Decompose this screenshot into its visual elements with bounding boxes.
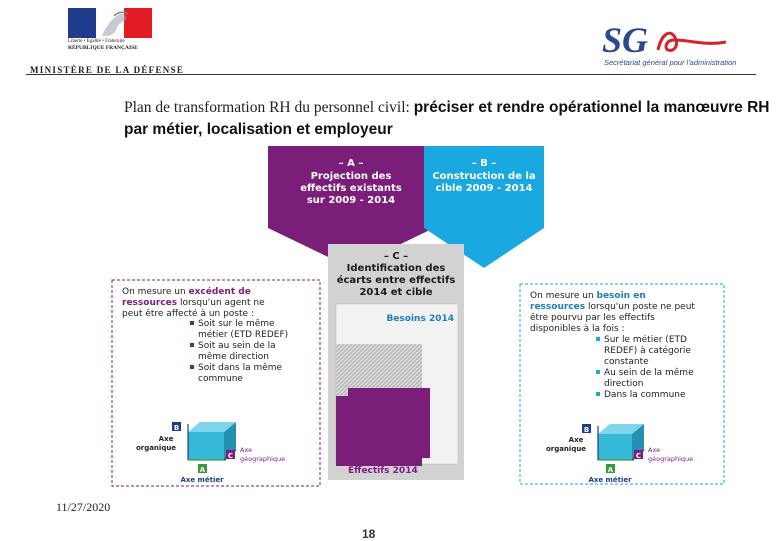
sga-subtitle: Secrétariat général pour l'administration — [604, 58, 737, 67]
left-axe-organique-1: Axe — [158, 435, 174, 443]
ministry-name: MINISTÈRE DE LA DÉFENSE — [30, 65, 185, 75]
besoins-label: Besoins 2014 — [386, 314, 454, 324]
left-bullet-2-b: même direction — [198, 352, 269, 362]
footer-date: 11/27/2020 — [56, 500, 111, 514]
right-axis-b: B — [583, 426, 590, 434]
right-axe-organique-1: Axe — [568, 436, 584, 444]
marianne-logo — [68, 8, 152, 38]
right-bullet-2-a: Au sein de la même — [604, 368, 694, 378]
right-bullet-1-c: constante — [604, 357, 649, 367]
left-intro-d: lorsqu'un agent ne — [177, 298, 265, 308]
right-axe-geo-1: Axe — [648, 446, 661, 454]
right-intro-line-1 — [530, 291, 646, 301]
left-bullet-3-b: commune — [198, 374, 243, 384]
slide-title — [124, 97, 774, 141]
title-part-2: préciser et rendre opérationnel la manœuvre RH par métier, localisation et employeur — [124, 99, 770, 138]
right-axis-a: A — [607, 466, 614, 474]
box-b-line-2: cible 2009 - 2014 — [435, 183, 533, 194]
left-intro-line-1 — [122, 286, 251, 297]
header-divider — [26, 74, 756, 75]
right-bullet-3-a: Dans la commune — [604, 390, 686, 400]
box-b-code: – B – — [471, 158, 497, 169]
left-intro-a: On mesure un — [122, 287, 189, 297]
sga-logo-graphic — [600, 18, 730, 58]
left-intro-line-3: peut être affecté à un poste : — [122, 309, 254, 319]
box-a-line-1: Projection des — [310, 171, 392, 182]
box-c-line-3: 2014 et cible — [359, 287, 433, 298]
box-a-code: – A – — [338, 158, 364, 169]
right-bullet-1-a: Sur le métier (ETD — [604, 335, 687, 345]
left-axe-geo-2: géographique — [240, 455, 286, 463]
right-intro-d: lorsqu'un poste ne peut — [585, 302, 695, 312]
right-bullet-2-b: direction — [604, 379, 644, 389]
emblem-republique: RÉPUBLIQUE FRANÇAISE — [68, 45, 138, 51]
page-number: 18 — [362, 527, 376, 541]
left-intro-line-2 — [122, 298, 265, 308]
box-a-line-3: sur 2009 - 2014 — [306, 195, 396, 206]
rh-diagram — [108, 144, 728, 490]
box-b-line-1: Construction de la — [432, 171, 536, 182]
left-axis-c: C — [227, 452, 234, 460]
right-axe-organique-2: organique — [545, 445, 587, 453]
box-c-line-2: écarts entre effectifs — [336, 275, 456, 286]
right-intro-line-2 — [530, 302, 695, 312]
right-axe-geo-2: géographique — [648, 455, 694, 463]
effectifs-label: Effectifs 2014 — [348, 466, 418, 476]
left-intro-b: excédent de — [188, 287, 251, 297]
left-axe-organique-2: organique — [135, 444, 177, 452]
right-intro-a: On mesure un — [530, 291, 597, 301]
right-intro-line-4: disponibles à la fois : — [530, 324, 625, 334]
right-bullet-1-b: REDEF) à catégorie — [604, 346, 691, 356]
right-intro-line-3: être pourvu par les effectifs — [530, 313, 655, 323]
effectifs-lower — [348, 388, 430, 458]
left-axe-metier: Axe métier — [180, 476, 224, 484]
svg-text:SG: SG — [602, 20, 649, 58]
left-bullet-1-a: Soit sur le même — [198, 319, 275, 329]
box-c-line-1: Identification des — [346, 263, 446, 274]
title-part-1: Plan de transformation RH du personnel civil: — [124, 99, 414, 116]
box-c-code: – C – — [383, 251, 409, 262]
left-bullet-1-b: métier (ETD REDEF) — [198, 330, 289, 340]
left-axe-geo-1: Axe — [240, 446, 253, 454]
right-axe-metier: Axe métier — [588, 476, 632, 484]
left-bullet-3-a: Soit dans la même — [198, 363, 283, 373]
left-intro-c: ressources — [122, 298, 178, 308]
box-a-line-2: effectifs existants — [300, 183, 402, 194]
left-bullet-2-a: Soit au sein de la — [198, 341, 276, 351]
left-axis-a: A — [199, 466, 206, 474]
emblem-motto: Liberté • Égalité • Fraternité — [68, 39, 125, 44]
right-intro-c: ressources — [530, 302, 586, 312]
right-axis-c: C — [635, 452, 642, 460]
left-axis-b: B — [173, 424, 180, 432]
right-intro-b: besoin en — [596, 291, 646, 301]
